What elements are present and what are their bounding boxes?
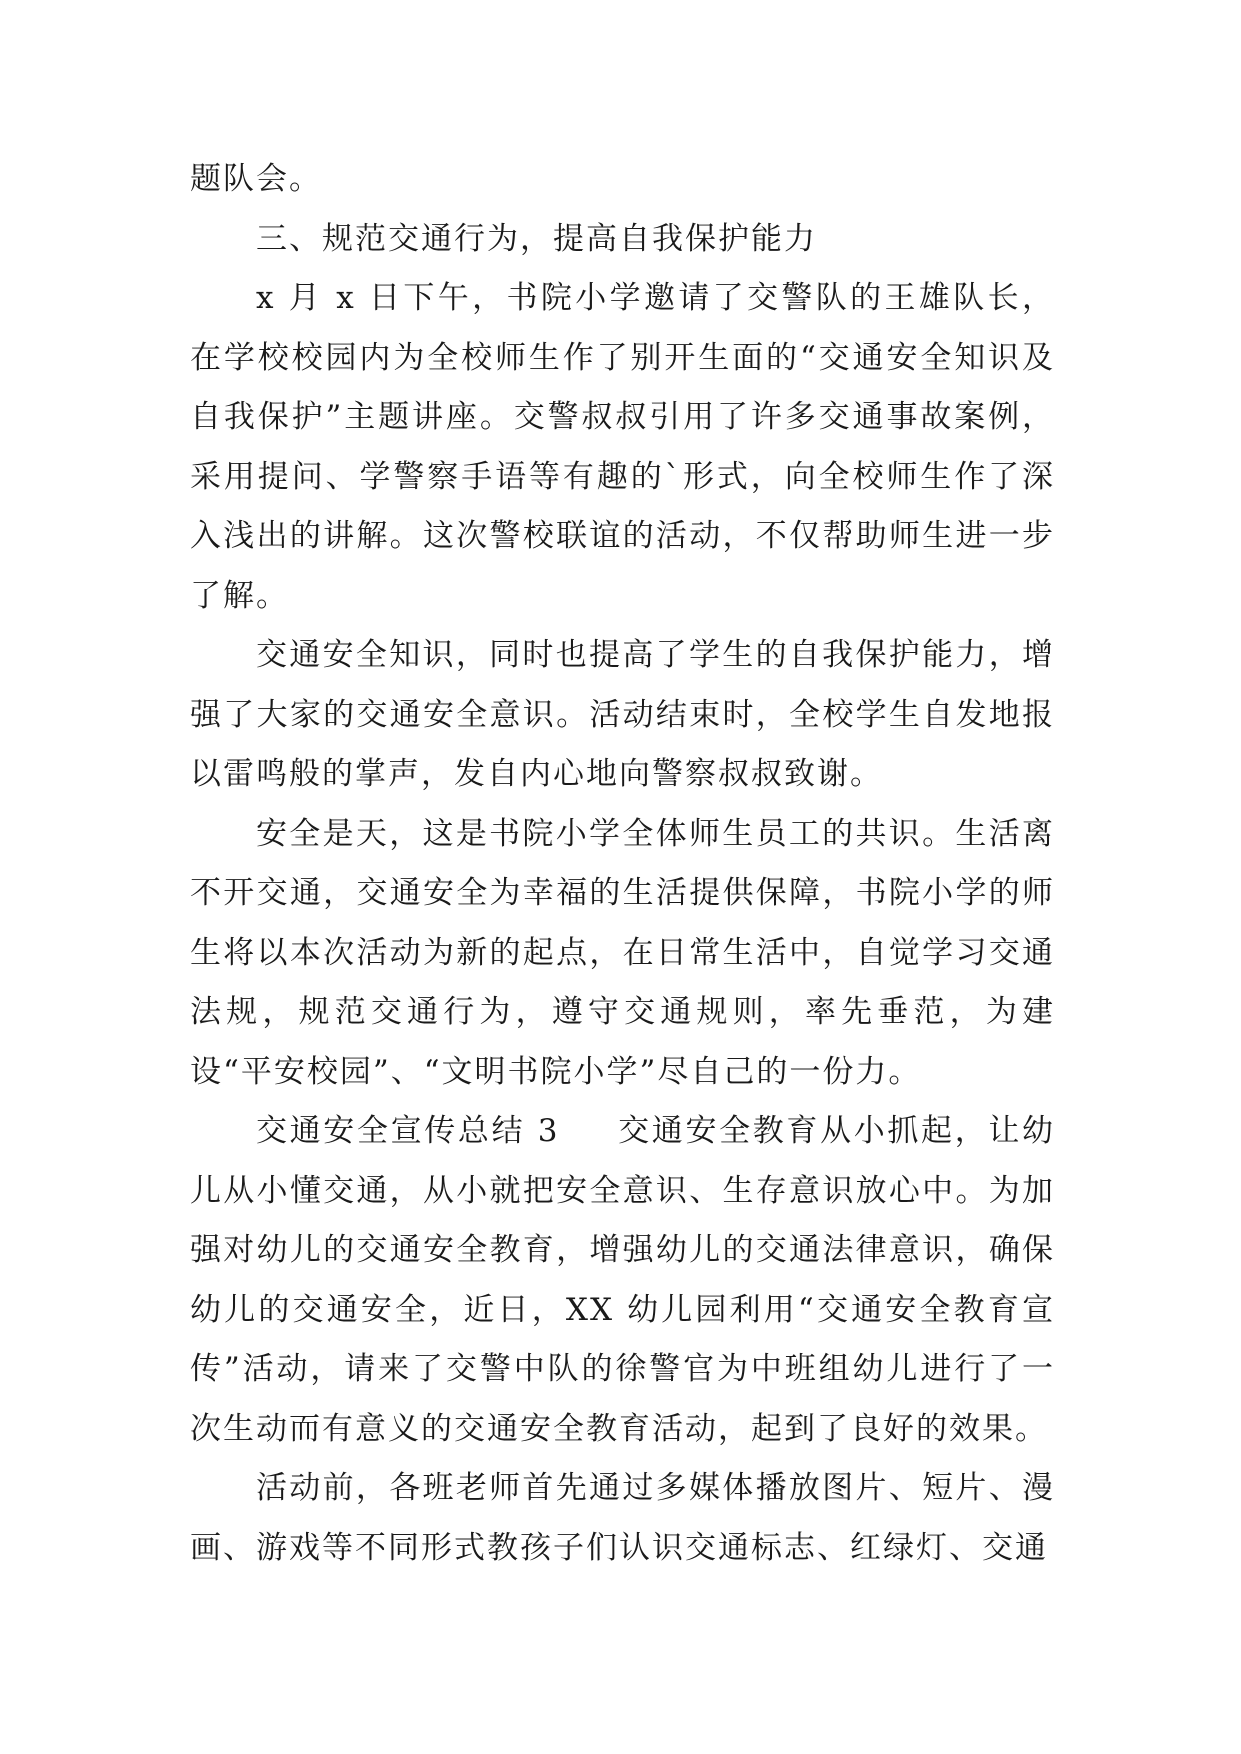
- paragraph-lecture: x 月 x 日下午，书院小学邀请了交警队的王雄队长，在学校校园内为全校师生作了别开生面的“交通安全知识及自我保护”主题讲座。交警叔叔引用了许多交通事故案例，采用提问、学警察手语等有趣的`形式，向全校师生作了深入浅出的讲解。这次警校联谊的活动，不仅帮助师生进一步了解。: [190, 280, 1055, 614]
- paragraph-1: 题队会。: [190, 161, 322, 197]
- paragraph-knowledge: 交通安全知识，同时也提高了学生的自我保护能力，增强了大家的交通安全意识。活动结束时，全校学生自发地报以雷鸣般的掌声，发自内心地向警察叔叔致谢。: [190, 637, 1055, 792]
- summary-3-heading: 交通安全宣传总结 3: [256, 1113, 560, 1149]
- paragraph-safety: 安全是天，这是书院小学全体师生员工的共识。生活离不开交通，交通安全为幸福的生活提供保障，书院小学的师生将以本次活动为新的起点，在日常生活中，自觉学习交通法规，规范交通行为，遵守交通规则，率先垂范，为建设“平安校园”、“文明书院小学”尽自己的一份力。: [190, 815, 1055, 1090]
- section-heading-3: 三、规范交通行为，提高自我保护能力: [256, 220, 817, 257]
- summary-3-body: 交通安全教育从小抓起，让幼儿从小懂交通，从小就把安全意识、生存意识放心中。为加强对幼儿的交通安全教育，增强幼儿的交通法律意识，确保幼儿的交通安全，近日，XX 幼儿园利用“交通安全教育宣传”活动，请来了交警中队的徐警官为中班组幼儿进行了一次生动而有意义的交通安全教育活动，起到了良好的效果。: [190, 1113, 1056, 1447]
- paragraph-summary-3: [190, 1102, 1055, 1459]
- document-body: [190, 150, 1055, 1578]
- paragraph-activity: 活动前，各班老师首先通过多媒体播放图片、短片、漫画、游戏等不同形式教孩子们认识交通标志、红绿灯、交通: [190, 1470, 1055, 1566]
